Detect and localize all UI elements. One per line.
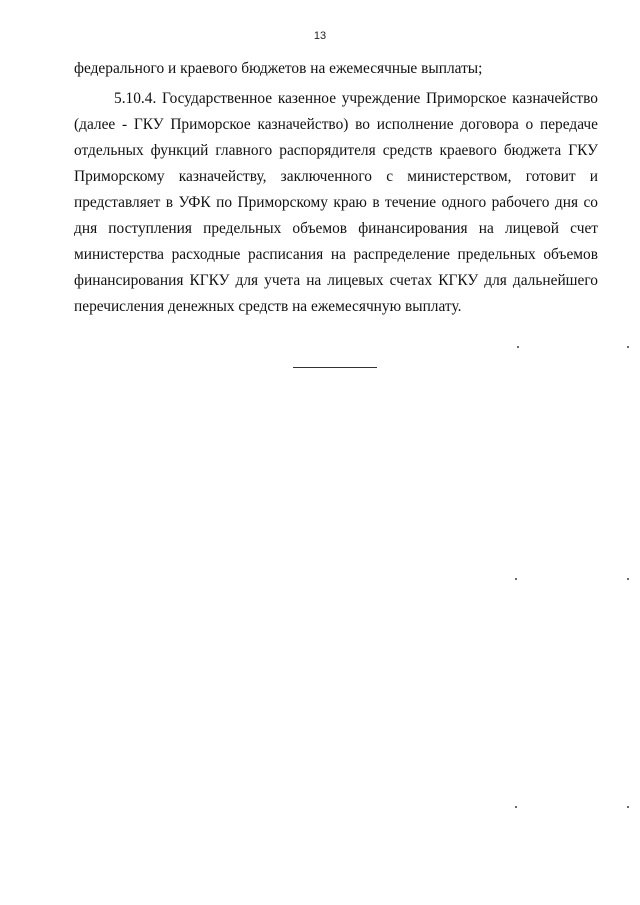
text-line: Приморскому казначейству, заключенного с министерством, готовит и [74, 168, 598, 185]
page-number: 13 [313, 30, 327, 42]
text-line: министерства расходные расписания на распределение предельных объемов [74, 246, 598, 263]
text-line-continuation: федерального и краевого бюджетов на ежемесячные выплаты; [74, 60, 483, 77]
scan-speck [517, 346, 519, 348]
text-line: отдельных функций главного распорядителя средств краевого бюджета ГКУ [74, 142, 598, 159]
text-line: (далее - ГКУ Приморское казначейство) во исполнение договора о передаче [74, 116, 598, 133]
text-line: финансирования КГКУ для учета на лицевых счетах КГКУ для дальнейшего [74, 272, 598, 289]
text-line: дня поступления предельных объемов финансирования на лицевой счет [74, 220, 598, 237]
scan-speck [515, 806, 517, 808]
scan-speck [627, 578, 629, 580]
text-line-paragraph-start: 5.10.4. Государственное казенное учреждение Приморское казначейство [114, 90, 598, 107]
text-line: представляет в УФК по Приморскому краю в течение одного рабочего дня со [74, 194, 598, 211]
scan-speck [627, 346, 629, 348]
text-line-paragraph-end: перечисления денежных средств на ежемесячную выплату. [74, 298, 462, 315]
scan-speck [627, 806, 629, 808]
end-divider-line [293, 367, 377, 368]
scan-speck [515, 578, 517, 580]
